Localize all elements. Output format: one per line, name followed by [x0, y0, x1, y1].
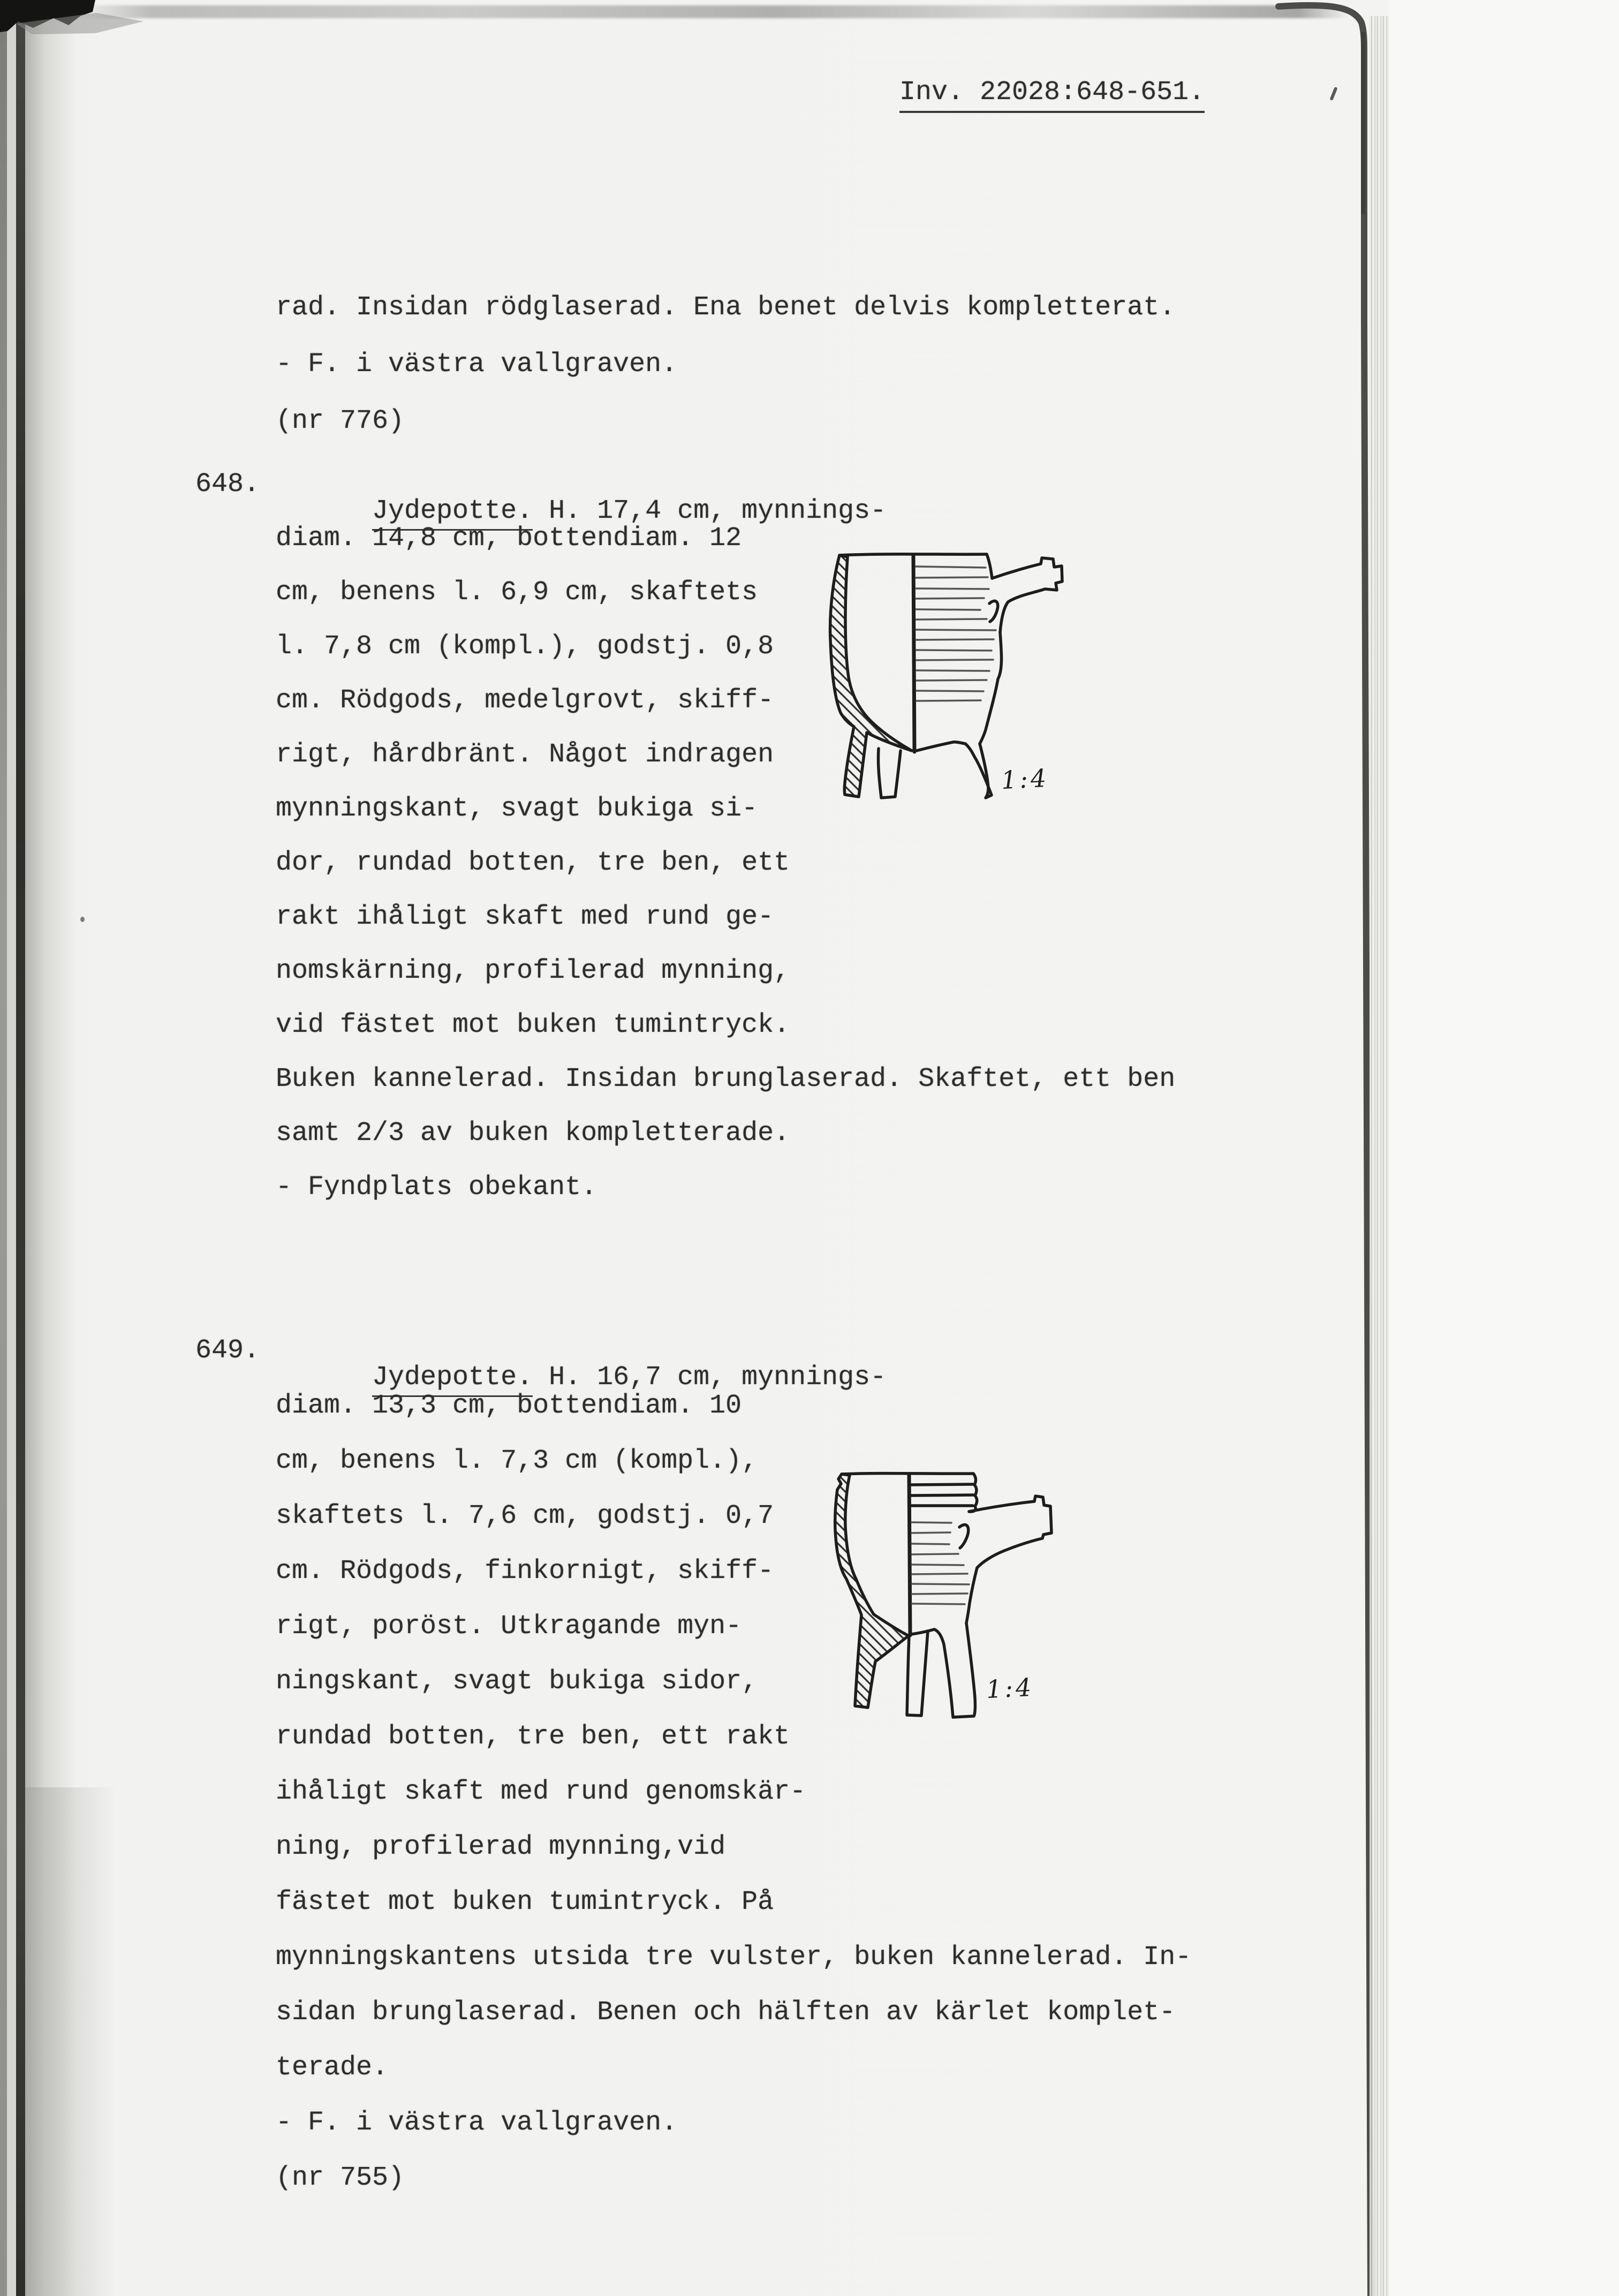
findspot-line: - F. i västra vallgraven.	[276, 2108, 678, 2138]
number-note-line: (nr 755)	[276, 2163, 405, 2193]
pot-bottom-line	[912, 1629, 934, 1634]
number-note-line: (nr 776)	[276, 406, 405, 436]
text-line: l. 7,8 cm (kompl.), godstj. 0,8	[276, 631, 774, 662]
text-line: rakt ihåligt skaft med rund ge-	[276, 902, 774, 932]
text-line: vid fästet mot buken tumintryck.	[276, 1010, 790, 1040]
pot-body-right-outline	[980, 632, 1002, 744]
pot-middle-leg	[907, 1631, 928, 1716]
scan-background	[1389, 0, 1619, 2296]
entry-647-continuation	[276, 292, 1176, 436]
text-line: cm. Rödgods, finkornigt, skiff-	[276, 1556, 774, 1587]
pot-section-divider	[909, 1474, 910, 1635]
text-line: mynningskantens utsida tre vulster, buken kannelerad. In-	[276, 1942, 1192, 1973]
body-fluting-ribs	[916, 567, 996, 701]
text-line: diam. 13,3 cm, bottendiam. 10	[276, 1391, 742, 1421]
entry-measurements: H. 16,7 cm, mynnings-	[549, 1362, 887, 1393]
text-line: diam. 14,8 cm, bottendiam. 12	[276, 523, 742, 554]
jydepotte-648-section-drawing	[819, 535, 1247, 846]
left-binding-strip	[0, 0, 7, 2296]
findspot-line: - F. i västra vallgraven.	[276, 349, 678, 380]
text-line: sidan brunglaserad. Benen och hälften av kärlet komplet-	[276, 1997, 1176, 2028]
text-line: skaftets l. 7,6 cm, godstj. 0,7	[276, 1501, 774, 1531]
body-fluting-ribs	[911, 1522, 969, 1604]
text-line: mynningskant, svagt bukiga si-	[276, 794, 758, 824]
pot-bottom-line	[914, 742, 965, 751]
top-edge-smudge	[75, 5, 1349, 18]
jydepotte-649-section-drawing	[819, 1467, 1247, 1767]
entry-term: Jydepotte.	[372, 1362, 533, 1397]
pot-body-right-outline	[966, 1568, 977, 1623]
pot-wall-cross-section-hatched	[835, 1474, 909, 1708]
text-line: ning, profilerad mynning,vid	[276, 1832, 726, 1862]
text-line: rad. Insidan rödglaserad. Ena benet delvis kompletterat.	[276, 292, 1176, 323]
pot-right-leg	[965, 744, 992, 798]
binder-clip-mark	[0, 0, 161, 72]
text-line: nomskärning, profilerad mynning,	[276, 956, 790, 986]
findspot-line: - Fyndplats obekant.	[276, 1172, 597, 1203]
text-line: ningskant, svagt bukiga sidor,	[276, 1666, 758, 1697]
pot-middle-leg	[878, 749, 901, 798]
text-line: fästet mot buken tumintryck. På	[276, 1887, 774, 1917]
pot-handle	[969, 1496, 1051, 1568]
entry-number: 648.	[195, 469, 260, 500]
text-line: Buken kannelerad. Insidan brunglaserad. Skaftet, ett ben	[276, 1064, 1176, 1094]
entry-measurements: H. 17,4 cm, mynnings-	[549, 496, 887, 526]
text-line: cm. Rödgods, medelgrovt, skiff-	[276, 685, 774, 716]
text-line: cm, benens l. 7,3 cm (kompl.),	[276, 1446, 758, 1476]
left-binding-shadow-line	[16, 0, 25, 2296]
text-line: samt 2/3 av buken kompletterade.	[276, 1118, 790, 1149]
text-line: rigt, hårdbränt. Något indragen	[276, 739, 774, 770]
thumb-impression-mark	[989, 601, 998, 622]
rim-ridge-line	[911, 1484, 973, 1485]
text-line: dor, rundad botten, tre ben, ett	[276, 848, 790, 878]
text-line: ihåligt skaft med rund genomskär-	[276, 1777, 806, 1807]
thumb-impression-mark	[959, 1525, 969, 1548]
text-line: cm, benens l. 6,9 cm, skaftets	[276, 577, 758, 608]
left-binding-strip	[7, 0, 16, 2296]
catalog-entry-648	[195, 469, 1176, 1203]
scale-annotation: 1:4	[1000, 763, 1050, 795]
scale-annotation: 1:4	[985, 1672, 1035, 1704]
text-line: rundad botten, tre ben, ett rakt	[276, 1721, 790, 1752]
text-line: rigt, poröst. Utkragande myn-	[276, 1611, 742, 1642]
left-binding-gradient-bottom	[25, 1787, 116, 2296]
page-stack-edges	[1370, 16, 1389, 2296]
pot-right-leg	[934, 1623, 975, 1717]
entry-number: 649.	[195, 1335, 260, 1366]
entry-term: Jydepotte.	[372, 496, 533, 531]
rim-ridge-line	[911, 1495, 973, 1496]
pot-section-divider	[913, 555, 914, 752]
stray-margin-dot	[80, 917, 85, 922]
pot-handle	[992, 558, 1062, 632]
inventory-reference: Inv. 22028:648-651.	[899, 79, 1205, 113]
pot-rim-right-edge	[987, 554, 992, 578]
text-line: terade.	[276, 2052, 389, 2083]
